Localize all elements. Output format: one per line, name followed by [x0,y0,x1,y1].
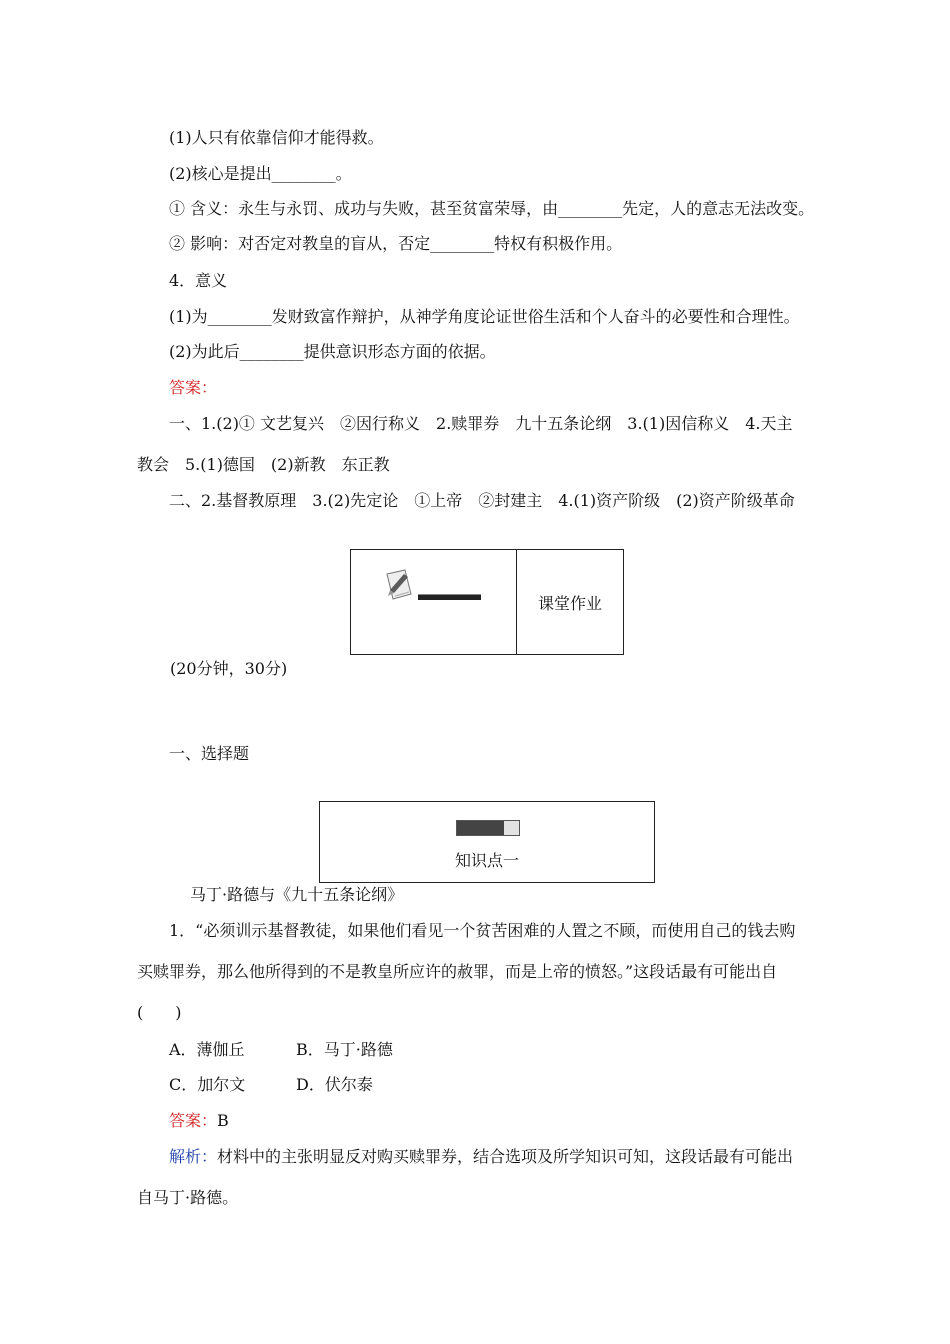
topic-title: 马丁·路德与《九十五条论纲》 [190,885,404,904]
answer-line: 一、1.(2)① 文艺复兴 ②因行称义 2.赎罪券 九十五条论纲 3.(1)因信称义 4.天主 [169,414,793,433]
knowledge-box [319,801,655,883]
text-line: ② 影响：对否定对教皇的盲从，否定________特权有积极作用。 [169,234,623,253]
question-text: 买赎罪券，那么他所得到的不是教皇所应许的赦罪，而是上帝的愤怒。”这段话最有可能出自 [137,962,778,981]
answer-line: 教会 5.(1)德国 (2)新教 东正教 [137,455,390,474]
analysis-text: 材料中的主张明显反对购买赎罪券，结合选项及所学知识可知，这段话最有可能出 [217,1147,794,1166]
option-b: B．马丁·路德 [296,1040,393,1059]
knowledge-label: 知识点一 [454,851,519,870]
text-line: (2)为此后________提供意识形态方面的依据。 [169,342,496,361]
answer-value: B [217,1111,229,1130]
text-line: (1)人只有依靠信仰才能得救。 [169,128,384,147]
text-line: (1)为________发财致富作辩护，从神学角度论证世俗生活和个人奋斗的必要性和合理性。 [169,307,800,326]
text-line: 4．意义 [169,271,228,290]
homework-label: 课堂作业 [537,593,602,613]
progress-bar [456,820,520,836]
section-title: 一、选择题 [169,744,250,763]
option-a: A．薄伽丘 [169,1040,245,1059]
pen-paper-icon [383,568,415,602]
option-c: C．加尔文 [169,1075,246,1094]
progress-fill [457,821,504,835]
answer-paren: ( ) [137,1003,182,1022]
text-line: ① 含义：永生与永罚、成功与失败，甚至贫富荣辱，由________先定，人的意志无法改变。 [169,199,815,218]
text-line: (2)核心是提出________。 [169,164,352,183]
analysis-text: 自马丁·路德。 [137,1188,239,1207]
decorative-bar [418,594,481,600]
time-note: (20分钟，30分) [170,659,288,678]
option-d: D．伏尔泰 [296,1075,373,1094]
answer-label: 答案： [169,1111,218,1130]
answer-label: 答案： [169,378,218,397]
analysis-label: 解析： [169,1147,218,1166]
homework-box [350,549,624,655]
answer-line: 二、2.基督教原理 3.(2)先定论 ①上帝 ②封建主 4.(1)资产阶级 (2)资产阶级革命 [169,491,795,510]
question-text: 1．“必须训示基督教徒，如果他们看见一个贫苦困难的人置之不顾，而使用自己的钱去购 [169,921,796,940]
